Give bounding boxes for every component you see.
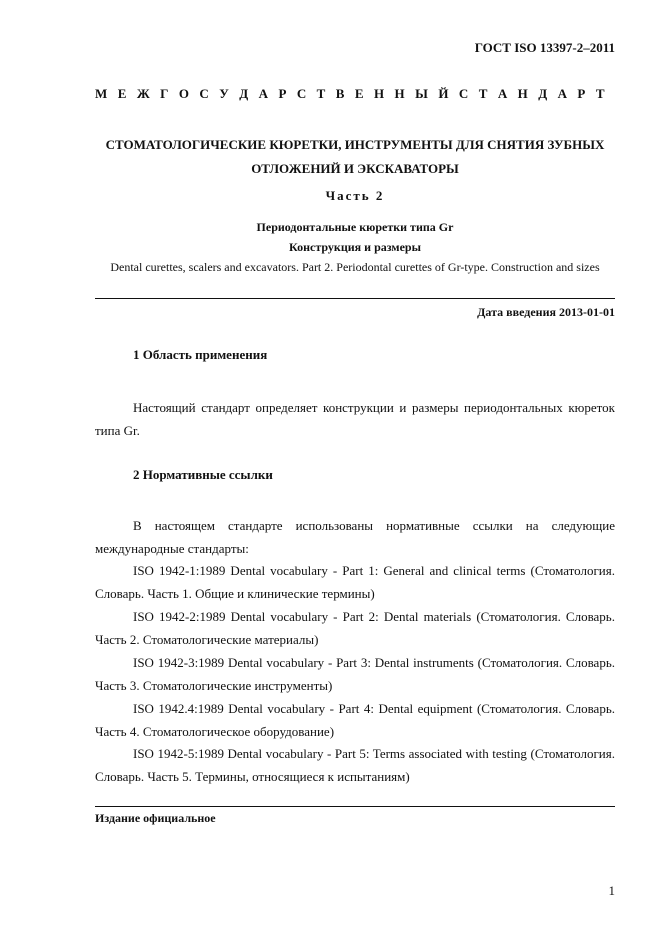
subtitle-construction-sizes: Конструкция и размеры (289, 240, 421, 254)
section-2-heading: 2 Нормативные ссылки (133, 467, 273, 482)
reference-item: ISO 1942-2:1989 Dental vocabulary - Part 2: Dental materials (Стоматология. Словарь. Часть 2. Стоматологические материалы) (95, 609, 615, 647)
document-title (95, 133, 615, 181)
section-1-text: Настоящий стандарт определяет конструкции и размеры периодонтальных кюреток типа Gr. (95, 400, 615, 438)
document-code: ГОСТ ISO 13397-2–2011 (474, 40, 615, 55)
header-divider (95, 298, 615, 299)
reference-item: ISO 1942-3:1989 Dental vocabulary - Part 3: Dental instruments (Стоматология. Словарь. Часть 3. Стоматологические инструменты) (95, 655, 615, 693)
interstate-standard-heading: М Е Ж Г О С У Д А Р С Т В Е Н Н Ы Й С Т А Н Д А Р Т (95, 86, 605, 101)
part-label: Часть 2 (325, 188, 385, 203)
section-1-heading: 1 Область применения (133, 347, 268, 362)
title-line-1: СТОМАТОЛОГИЧЕСКИЕ КЮРЕТКИ, ИНСТРУМЕНТЫ ДЛЯ СНЯТИЯ ЗУБНЫХ (105, 137, 605, 152)
footer-divider (95, 806, 615, 807)
page-number: 1 (608, 883, 615, 898)
english-title: Dental curettes, scalers and excavators. Part 2. Periodontal curettes of Gr-type. Construction and sizes (110, 260, 600, 274)
subtitle-periodontal-curettes: Периодонтальные кюретки типа Gr (256, 220, 454, 234)
reference-item: ISO 1942.4:1989 Dental vocabulary - Part 4: Dental equipment (Стоматология. Словарь. Часть 4. Стоматологическое оборудование) (95, 701, 615, 739)
reference-item: ISO 1942-5:1989 Dental vocabulary - Part 5: Terms associated with testing (Стоматология. Словарь. Часть 5. Термины, относящиеся к испытаниям) (95, 746, 615, 784)
introduction-date: Дата введения 2013-01-01 (477, 305, 615, 319)
official-edition-label: Издание официальное (95, 811, 216, 825)
title-line-2: ОТЛОЖЕНИЙ И ЭКСКАВАТОРЫ (251, 161, 459, 176)
section-2-intro: В настоящем стандарте использованы нормативные ссылки на следующие международные стандарты: (95, 518, 615, 556)
reference-item: ISO 1942-1:1989 Dental vocabulary - Part 1: General and clinical terms (Стоматология. Словарь. Часть 1. Общие и клинические термины) (95, 563, 615, 601)
